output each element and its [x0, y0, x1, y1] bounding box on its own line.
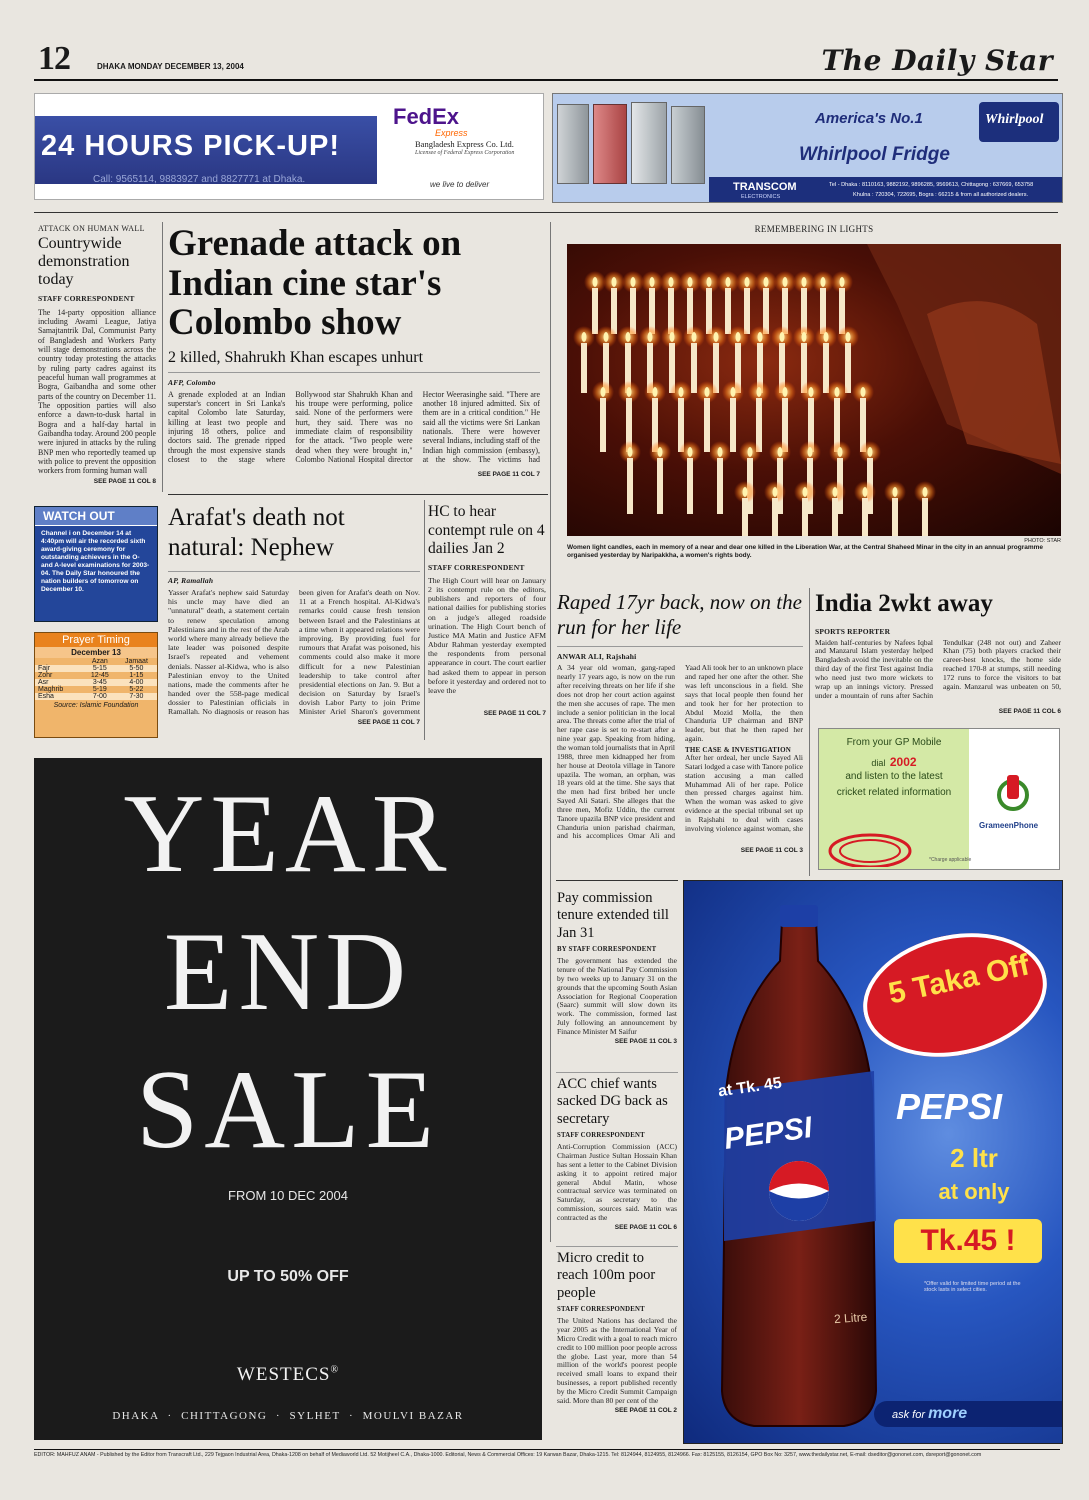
candle: [742, 498, 748, 536]
candle-flame: [628, 447, 633, 457]
body: The United Nations has declared the year 2005 as the International Year of Micro Credit with a goal to reach micro credit to 100 million poor people across the globe. Last year, more than 54 million of the world's poorest people received small loans to expand their businesses, a report published recently by the Micro Credit Summit Campaign said. More than 80 per cent of the: [557, 1316, 677, 1405]
grameenphone-ad[interactable]: [818, 728, 1060, 870]
body: The government has extended the tenure of the National Pay Commission by two weeks up to January 31 on the grounds that the upcoming South Asian Association for Regional Cooperation (Saarc) summit will slow down its work. The commission, formed last July following an announcement by Finance Minister M Saifur: [557, 956, 677, 1036]
sale-line-3: SALE: [136, 1048, 440, 1172]
body-2: After her ordeal, her uncle Sayed Ali Satari lodged a case with Tanore police station accusing a man called Muhammad Ali of her rape. Police then pressed charges against him. When the woman was asked to give evidence at the special tribunal set up in Rajshahi to deal with cases involving violence against woman, she: [685, 752, 803, 833]
sale-brand-name: WESTECS: [236, 1364, 331, 1385]
candle: [657, 458, 663, 514]
candle-flame: [835, 387, 840, 397]
see-page: SEE PAGE 11 COL 7: [357, 719, 420, 726]
headline: ACC chief wants sacked DG back as secretary: [557, 1076, 668, 1127]
story-arafat: [168, 503, 420, 726]
pepsi-bottle-size: 2 Litre: [833, 1309, 868, 1327]
candle-flame: [626, 332, 631, 342]
see-page: SEE PAGE 11 COL 6: [614, 1223, 677, 1231]
see-page: SEE PAGE 11 COL 3: [614, 1037, 677, 1045]
candle: [922, 498, 928, 536]
candle: [581, 343, 587, 393]
prayer-row: [35, 693, 157, 700]
headline: India 2wkt away: [815, 590, 993, 617]
pepsi-bottle-label: at Tk. 45: [717, 1074, 783, 1101]
year-end-sale-ad[interactable]: [34, 758, 542, 1234]
candle: [730, 398, 736, 452]
fridge-images: [557, 100, 707, 186]
body: The 14-party opposition alliance including Awami League, Jatiya Samajtantrik Dal, Communist Party of Bangladesh and Workers Party will stage demonstrations across the country today protesting the attacks by ruling party cadres against its peaceful human wall programmes at Bogra, Gaibandha and some other parts of the country on December 11. The opposition parties will also enforce a dawn-to-dusk hartal in Bogra and a half-day hartal in Gaibandha today. Around 200 people were injured in attacks by the ruling BNP men who reportedly teamed up with police to prevent the opposition workers from forming human wall: [38, 307, 156, 476]
candle: [592, 288, 598, 334]
candle-flame: [631, 277, 636, 287]
candle: [706, 288, 712, 334]
watch-out-title: WATCH OUT: [35, 507, 157, 526]
candle-flame: [736, 332, 741, 342]
candle: [744, 288, 750, 334]
candle-flame: [821, 277, 826, 287]
prayer-jamaat: 7-30: [129, 693, 144, 700]
candle-flame: [688, 447, 693, 457]
candle-flame: [745, 277, 750, 287]
byline: STAFF CORRESPONDENT: [428, 562, 525, 572]
pepsi-at-only: at only: [938, 1179, 1010, 1204]
candle-flame: [601, 387, 606, 397]
kicker: ATTACK ON HUMAN WALL: [38, 224, 145, 233]
candle: [600, 398, 606, 452]
body: Anti-Corruption Commission (ACC) Chairman Justice Sultan Hossain Khan has sent a letter to the Cabinet Division asking it to appoint retired major general Abdul Matin, whose contractual service was terminated on Saturday, as secretary to the commission, sources said. Matin was contracted as the: [557, 1142, 677, 1222]
gp-dial: [819, 753, 969, 771]
candle: [611, 288, 617, 334]
candle-flame: [692, 332, 697, 342]
story-india: [815, 590, 1061, 715]
body: Maiden half-centuries by Nafees Iqbal and Manzarul Islam yesterday helped Bangladesh avoid the inevitable on the third day of the first Test against India who need just two more wickets to wrap up an innings victory. Pressed under a mountain of runs after Sachin Tendulkar (248 not out) and Zaheer Khan (75) both players cracked their career-best knocks, the home side reached 170-8 at stumps, still needing 172 runs to force the visitors to bat again. Manzarul was unbeaten on 50,: [815, 638, 1061, 700]
fedex-brand: FedEx: [393, 104, 460, 129]
prayer-title: Prayer Timing: [35, 633, 157, 647]
subhead: 2 killed, Shahrukh Khan escapes unhurt: [168, 348, 424, 366]
whirlpool-tagline: America's No.1: [815, 110, 923, 127]
candle-flame: [593, 277, 598, 287]
sale-from: FROM 10 DEC 2004: [228, 1188, 348, 1203]
prayer-date: December 13: [35, 647, 157, 658]
gp-line-3: and listen to the latest: [845, 771, 943, 782]
candle-flame: [648, 332, 653, 342]
see-page: SEE PAGE 11 COL 7: [477, 470, 540, 478]
col-rule: [424, 500, 425, 740]
candle-flame: [840, 277, 845, 287]
pepsi-brand: PEPSI: [896, 1086, 1003, 1127]
candle-flame: [743, 487, 748, 497]
masthead-rule: [34, 79, 1058, 81]
footer-rule: [34, 1449, 1060, 1450]
rule: [168, 571, 420, 572]
body-columns: [557, 664, 803, 846]
candle-flame: [757, 387, 762, 397]
prayer-jamaat: 4-00: [129, 679, 144, 686]
headline: Arafat's death not natural: Nephew: [168, 504, 345, 561]
candle: [627, 458, 633, 514]
col-rule: [550, 222, 551, 1242]
rule: [168, 372, 540, 373]
pepsi-size: 2 ltr: [950, 1143, 998, 1173]
prayer-azan: 5-15: [92, 665, 107, 672]
candle-flame: [718, 447, 723, 457]
footer-imprint: EDITOR: MAHFUZ ANAM - Published by the Editor from Transcraft Ltd., 229 Tejgaon Industrial Area, Dhaka-1208 on behalf of Mediaworld Ltd. 52 Motijheel C.A., Dhaka-1000. Editorial, News & Commercial Offices: 19 Karwan Bazar, Dhaka-1215. Tel: 8124944, 8124955, 8124966. Fax: 8125155, 8126154, GPO Box No: 3257, www.thedailystar.net, E-mail: dseditor@gononet.com, dsreport@gononet.com: [34, 1452, 982, 1458]
candle-photo-svg: [567, 244, 1061, 536]
body: A grenade exploded at an Indian superstar's concert in Sri Lanka's capital Colombo late Saturday, killing at least two people and injuring 18 others, police and doctors said. The grenade ripped through the most expensive stands closest to the stage where Bollywood star Shahrukh Khan and his troupe were performing, police said. None of the performers were hurt, they said. There was no immediate claim of responsibility for the attack. "Two people were dead when they were brought in," Colombo National Hospital director Hector Weerasinghe said. "There are another 18 injured admitted. Six of them are in a critical condition." He said all the victims were Sri Lankan nationals. There were however several Indians, including staff of the Indian high commission (embassy), at the show. The victims had: [168, 389, 540, 465]
headline: Raped 17yr back, now on the run for her life: [557, 590, 802, 640]
see-page: SEE PAGE 11 COL 6: [998, 707, 1061, 715]
fedex-headline: 24 HOURS PICK-UP!: [41, 130, 340, 162]
prayer-azan: 12-45: [90, 672, 109, 679]
candle-flame: [923, 487, 928, 497]
col-rule: [809, 588, 810, 876]
transcom-name: TRANSCOM: [733, 181, 797, 193]
candle-flame: [714, 332, 719, 342]
prayer-row: [35, 679, 157, 686]
prayer-jamaat: 5-50: [129, 665, 144, 672]
cricket-swoosh-icon: [825, 821, 915, 867]
gp-line-2: dial: [871, 758, 886, 768]
photo-block: [567, 224, 1061, 560]
pepsi-ad[interactable]: [683, 880, 1063, 1444]
see-page: SEE PAGE 11 COL 2: [614, 1406, 677, 1414]
pepsi-slogan: [892, 1405, 967, 1423]
byline: AP, Ramallah: [168, 576, 214, 585]
gp-brand: GrameenPhone: [979, 821, 1039, 830]
photo-caption: Women light candles, each in memory of a near and dear one killed in the Liberation War, at the Central Shaheed Minar in the city in an annual programme organised yesterday by Naripakkha, a women's rights body.: [567, 544, 1044, 560]
candle: [687, 458, 693, 514]
story-acc: [557, 1076, 677, 1231]
col-rule: [162, 222, 163, 492]
story-demo: [38, 224, 156, 485]
headline: Countrywide demonstration today: [38, 235, 130, 288]
rule: [557, 646, 803, 647]
pepsi-bottle-brand: PEPSI: [722, 1111, 815, 1156]
candle-flame: [731, 387, 736, 397]
candle-flame: [707, 277, 712, 287]
byline: SPORTS REPORTER: [815, 626, 891, 636]
gp-note: *Charge applicable: [929, 857, 972, 863]
body: A 34 year old woman, gang-raped nearly 17 years ago, is now on the run after receiving threats on her life if she does not drop her court action against the men she accuses of rape. The men include a senior politician in the local area. The threats come after the trial of her rape case is set to re-start after a nine year gap. Speaking from hiding, the woman told journalists that in April 1988, three men kidnapped her from her house at Deotola village in Tanore upazila. The woman, an orphan, was 18 years old at the time. She says that the men had first bribed her uncle Sayed Ali Satari. She alleges that the three men, Mofiz Uddin, the current Tanore upazila BNP vice president and Chanduria union parishad chairman, and his accomplices Omar Ali and Yaad Ali took her to an unknown place and raped her one after the other. She was left unconscious in a field. She says that local people then found her and took her for her protection to Abdul Mozid Molla, the then Chanduria UP chairman and BNP leader, but that he then raped her again.: [557, 664, 803, 841]
prayer-header-row: [35, 658, 157, 665]
candle: [725, 288, 731, 334]
candle-flame: [679, 387, 684, 397]
whirlpool-brand: Whirlpool: [985, 112, 1044, 127]
candle-flame: [748, 447, 753, 457]
byline: STAFF CORRESPONDENT: [38, 293, 135, 303]
byline: AFP, Colombo: [168, 377, 216, 387]
prayer-azan: 7-00: [92, 693, 107, 700]
whirlpool-product: Whirlpool Fridge: [799, 144, 950, 165]
candle-flame: [802, 332, 807, 342]
candle-flame: [764, 277, 769, 287]
prayer-header: [35, 658, 84, 665]
prayer-row: [35, 672, 157, 679]
candle: [717, 458, 723, 514]
subhead: THE CASE & INVESTIGATION: [685, 745, 791, 754]
pepsi-slogan-a: ask for: [892, 1409, 926, 1421]
prayer-header: Azan: [91, 658, 108, 665]
gp-number: 2002: [889, 755, 917, 769]
candle-flame: [783, 387, 788, 397]
candle-flame: [893, 487, 898, 497]
candle-flame: [773, 487, 778, 497]
candle-flame: [705, 387, 710, 397]
candle-flame: [802, 277, 807, 287]
gp-line-1: From your GP Mobile: [846, 737, 942, 748]
story-grenade: [168, 224, 540, 478]
grameenphone-logo-icon: [993, 769, 1033, 819]
candle: [892, 498, 898, 536]
photo-credit: PHOTO: STAR: [1024, 538, 1061, 544]
story-hc: [428, 503, 546, 717]
headline: Grenade attack on Indian cine star's Colombo show: [168, 223, 462, 344]
fedex-brand-sub: Express: [435, 128, 468, 138]
whirlpool-contacts: Tel - Dhaka : 8110163, 9882192, 9896285, 9569613, Chittagong : 637669, 653758: [829, 182, 1034, 188]
headline: Micro credit to reach 100m poor people: [557, 1250, 656, 1301]
fedex-slogan: we live to deliver: [430, 180, 490, 189]
fedex-company: Bangladesh Express Co. Ltd.: [415, 139, 514, 149]
prayer-name: Fajr: [38, 665, 51, 672]
candle-flame: [824, 332, 829, 342]
candle: [862, 498, 868, 536]
candle: [691, 343, 697, 393]
dateline: DHAKA MONDAY DECEMBER 13, 2004: [97, 62, 244, 71]
body: Yasser Arafat's nephew said Saturday his uncle may have died an "unnatural" death, a statement certain to renew speculation among Palestinians and in the rest of the Arab world where many already believe the late leader was poisoned despite Israel's repeated and vehement denials. Nasser al-Kidwa, who is also Palestinian envoy to the United nations, made the comments after he handed over the 558-page medical dossier to Palestinian officials in Ramallah. No diagnosis or reason has been given for Arafat's death on Nov. 11 at a French hospital. Al-Kidwa's remarks could cause fresh tension between Israel and the Palestinians at a time when it appeared relations were improving. By providing fuel for rumours that Arafat was poisoned, his comments could also make it more difficult for a new Palestinian leadership to take control after presidential elections on Jan. 9. But a decision on Saturday by Israel's dovish Labor Party to join Prime Minister Ariel Sharon's government: [168, 588, 420, 717]
watch-out-body: Channel i on December 14 at 4:40pm will air the recorded sixth award-giving ceremony for outstanding achievers in the O-and A-level examinations for 2003-04. The Daily Star honoured the nation builders of tomorrow on December 10.: [41, 530, 150, 594]
candle-flame: [863, 487, 868, 497]
body: The High Court will hear on January 2 its contempt rule on the editors, publishers and reporters of four national dailies for publishing stories on a judge's alleged roadside urination. The High Court bench of Justice MA Matin and Justice AFM Abdur Rahman yesterday exempted the respondents from personal appearance in court. The court earlier had asked them to appear in person before it yesterday and ordered not to leave the: [428, 575, 546, 696]
candle-flame: [780, 332, 785, 342]
rule-mid-right: [556, 880, 678, 881]
candle: [772, 498, 778, 536]
candle-flame: [726, 277, 731, 287]
byline: STAFF CORRESPONDENT: [557, 1132, 645, 1140]
sale-cities: DHAKA · CHITTAGONG · SYLHET · MOULVI BAZAR: [112, 1410, 464, 1422]
sale-brand: [34, 1364, 542, 1386]
candles: [573, 271, 936, 536]
candle-flame: [868, 447, 873, 457]
candle-flame: [783, 277, 788, 287]
transcom-sub: ELECTRONICS: [741, 194, 781, 200]
candle-flame: [758, 332, 763, 342]
pepsi-bottle-icon: [694, 891, 904, 1431]
story-micro: [557, 1250, 677, 1414]
candle-flame: [838, 447, 843, 457]
candle: [845, 343, 851, 393]
fedex-logo: [393, 104, 459, 130]
prayer-jamaat: 1-15: [129, 672, 144, 679]
prayer-azan: 5-19: [92, 686, 107, 693]
prayer-name: Esha: [38, 693, 54, 700]
byline: STAFF CORRESPONDENT: [557, 1306, 645, 1314]
sale-offer: UP TO 50% OFF: [227, 1268, 349, 1285]
whirlpool-contacts-2: Khulna : 720304, 722695, Bogra : 66215 & from all authorized dealers.: [853, 192, 1029, 198]
prayer-row: [35, 665, 157, 672]
pepsi-promo: 5 Taka Off: [885, 948, 1033, 1011]
story-pay: [557, 890, 677, 1045]
candle-flame: [669, 277, 674, 287]
candle-flame: [670, 332, 675, 342]
candle-flame: [650, 277, 655, 287]
sale-brand-reg: ®: [330, 1364, 340, 1376]
rule-mid: [168, 494, 548, 495]
paper-name: The Daily Star: [821, 44, 1053, 77]
page-number: 12: [38, 40, 70, 77]
candle-flame: [861, 387, 866, 397]
prayer-azan: 3-45: [92, 679, 107, 686]
candle-flame: [627, 387, 632, 397]
candle-photo: [567, 244, 1061, 536]
prayer-table: [35, 658, 157, 700]
see-page: SEE PAGE 11 COL 3: [740, 847, 803, 855]
pepsi-fine-print: *Offer valid for limited time period at the stock lasts in select cities.: [924, 1281, 1021, 1293]
candle-flame: [582, 332, 587, 342]
photo-kicker: REMEMBERING IN LIGHTS: [754, 224, 874, 234]
fedex-licensee: Licensee of Federal Express Corporation: [415, 150, 515, 156]
prayer-jamaat: 5-22: [129, 686, 144, 693]
ad-rule: [34, 212, 1058, 213]
candle-flame: [658, 447, 663, 457]
candle-flame: [809, 387, 814, 397]
story-raped: [557, 590, 803, 854]
pepsi-price: Tk.45 !: [894, 1219, 1042, 1263]
fedex-ad[interactable]: [34, 93, 544, 200]
candle: [704, 398, 710, 452]
candle: [832, 498, 838, 536]
candle-flame: [808, 447, 813, 457]
prayer-row: [35, 686, 157, 693]
gp-line-4: cricket related information: [836, 787, 952, 798]
prayer-source: Source: Islamic Foundation: [53, 702, 139, 709]
prayer-name: Maghrib: [38, 686, 64, 693]
rule: [556, 1072, 678, 1073]
candle-flame: [846, 332, 851, 342]
prayer-box: [34, 632, 158, 738]
candle-flame: [604, 332, 609, 342]
candle-flame: [833, 487, 838, 497]
rule: [556, 1246, 678, 1247]
headline: Pay commission tenure extended till Jan 31: [557, 890, 669, 941]
candle-flame: [612, 277, 617, 287]
candle-flame: [688, 277, 693, 287]
watch-out-box: [34, 506, 158, 622]
see-page: SEE PAGE 11 COL 8: [93, 477, 156, 485]
prayer-name: Asr: [38, 679, 49, 686]
candle: [802, 498, 808, 536]
sale-line-1: YEAR: [123, 772, 453, 896]
prayer-name: Zohr: [38, 672, 53, 679]
byline: BY STAFF CORRESPONDENT: [557, 946, 657, 954]
whirlpool-ad[interactable]: [552, 93, 1063, 203]
byline: ANWAR ALI, Rajshahi: [557, 652, 637, 662]
pepsi-slogan-b: more: [928, 1405, 968, 1422]
sale-line-2: END: [163, 910, 413, 1034]
candle-flame: [653, 387, 658, 397]
headline: HC to hear contempt rule on 4 dailies Jan 2: [428, 503, 545, 558]
fedex-phones: Call: 9565114, 9883927 and 8827771 at Dhaka.: [93, 174, 306, 185]
candle-flame: [803, 487, 808, 497]
prayer-header: Jamaat: [124, 658, 148, 665]
candle-flame: [778, 447, 783, 457]
candle: [823, 343, 829, 393]
see-page: SEE PAGE 11 COL 7: [483, 709, 546, 717]
